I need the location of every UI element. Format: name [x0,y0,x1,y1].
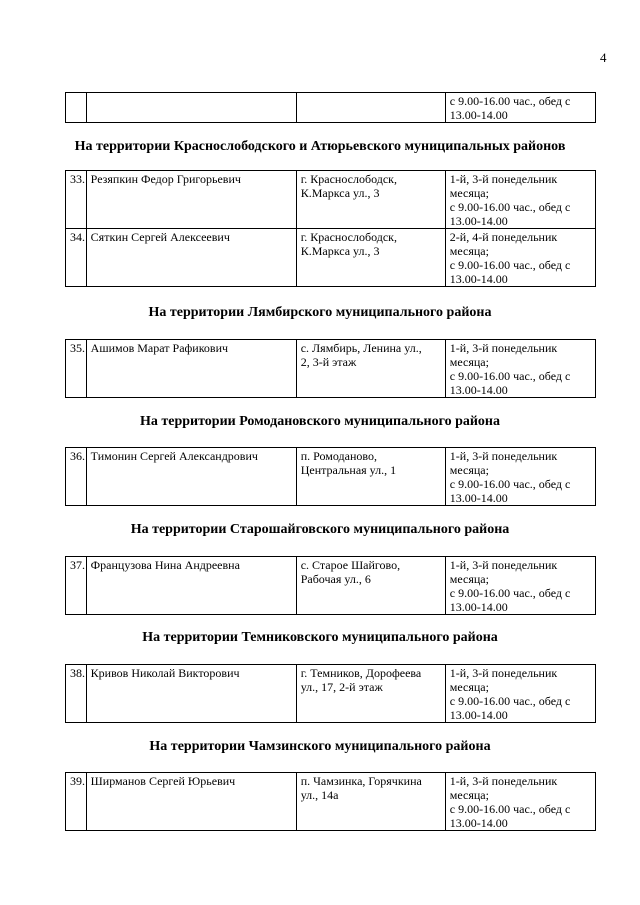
cell-schedule: с 9.00-16.00 час., обед с 13.00-14.00 [445,93,595,123]
cell-address: г. Темников, Дорофеева ул., 17, 2-й этаж [296,665,445,723]
cell-name: Кривов Николай Викторович [86,665,296,723]
cell-name: Сяткин Сергей Алексеевич [86,229,296,287]
table-row [66,229,596,287]
table-row [66,93,596,123]
cell-name: Французова Нина Андреевна [86,557,296,615]
section-heading: На территории Старошайговского муниципального района [130,522,510,537]
section-heading: На территории Темниковского муниципального района [142,630,498,645]
table-row [66,665,596,723]
cell-address: с. Старое Шайгово, Рабочая ул., 6 [296,557,445,615]
cell-address: г. Краснослободск, К.Маркса ул., 3 [296,171,445,229]
section-table [65,447,596,506]
cell-name [86,93,296,123]
table-row [66,448,596,506]
section-table [65,664,596,723]
cell-schedule: 1-й, 3-й понедельник месяца; с 9.00-16.00 час., обед с 13.00-14.00 [445,665,595,723]
section-table [65,339,596,398]
section-table [65,556,596,615]
cell-number: 38. [66,665,87,723]
cell-schedule: 1-й, 3-й понедельник месяца; с 9.00-16.00 час., обед с 13.00-14.00 [445,171,595,229]
section-heading: На территории Ромодановского муниципального района [140,414,500,429]
cell-number: 35. [66,340,87,398]
table-row [66,171,596,229]
cell-address: г. Краснослободск, К.Маркса ул., 3 [296,229,445,287]
cell-schedule: 1-й, 3-й понедельник месяца; с 9.00-16.00 час., обед с 13.00-14.00 [445,773,595,831]
cell-number: 36. [66,448,87,506]
cell-number: 39. [66,773,87,831]
cell-address: п. Ромоданово, Центральная ул., 1 [296,448,445,506]
table-row [66,773,596,831]
cell-number [66,93,87,123]
section-heading: На территории Лямбирского муниципального района [148,305,492,320]
cell-name: Резяпкин Федор Григорьевич [86,171,296,229]
section-heading: На территории Краснослободского и Атюрьевского муниципальных районов [74,139,566,154]
table-row [66,340,596,398]
cell-address: с. Лямбирь, Ленина ул., 2, 3-й этаж [296,340,445,398]
cell-name: Ашимов Марат Рафикович [86,340,296,398]
cell-schedule: 1-й, 3-й понедельник месяца; с 9.00-16.00 час., обед с 13.00-14.00 [445,340,595,398]
table-row [66,557,596,615]
section-heading: На территории Чамзинского муниципального района [149,739,491,754]
cell-name: Тимонин Сергей Александрович [86,448,296,506]
cell-address [296,93,445,123]
cell-schedule: 2-й, 4-й понедельник месяца; с 9.00-16.00 час., обед с 13.00-14.00 [445,229,595,287]
cell-number: 33. [66,171,87,229]
page-number: 4 [600,50,607,65]
continuation-table [65,92,596,123]
cell-schedule: 1-й, 3-й понедельник месяца; с 9.00-16.00 час., обед с 13.00-14.00 [445,448,595,506]
cell-address: п. Чамзинка, Горячкина ул., 14а [296,773,445,831]
cell-number: 37. [66,557,87,615]
cell-name: Ширманов Сергей Юрьевич [86,773,296,831]
section-table [65,772,596,831]
cell-number: 34. [66,229,87,287]
section-table [65,170,596,287]
cell-schedule: 1-й, 3-й понедельник месяца; с 9.00-16.00 час., обед с 13.00-14.00 [445,557,595,615]
